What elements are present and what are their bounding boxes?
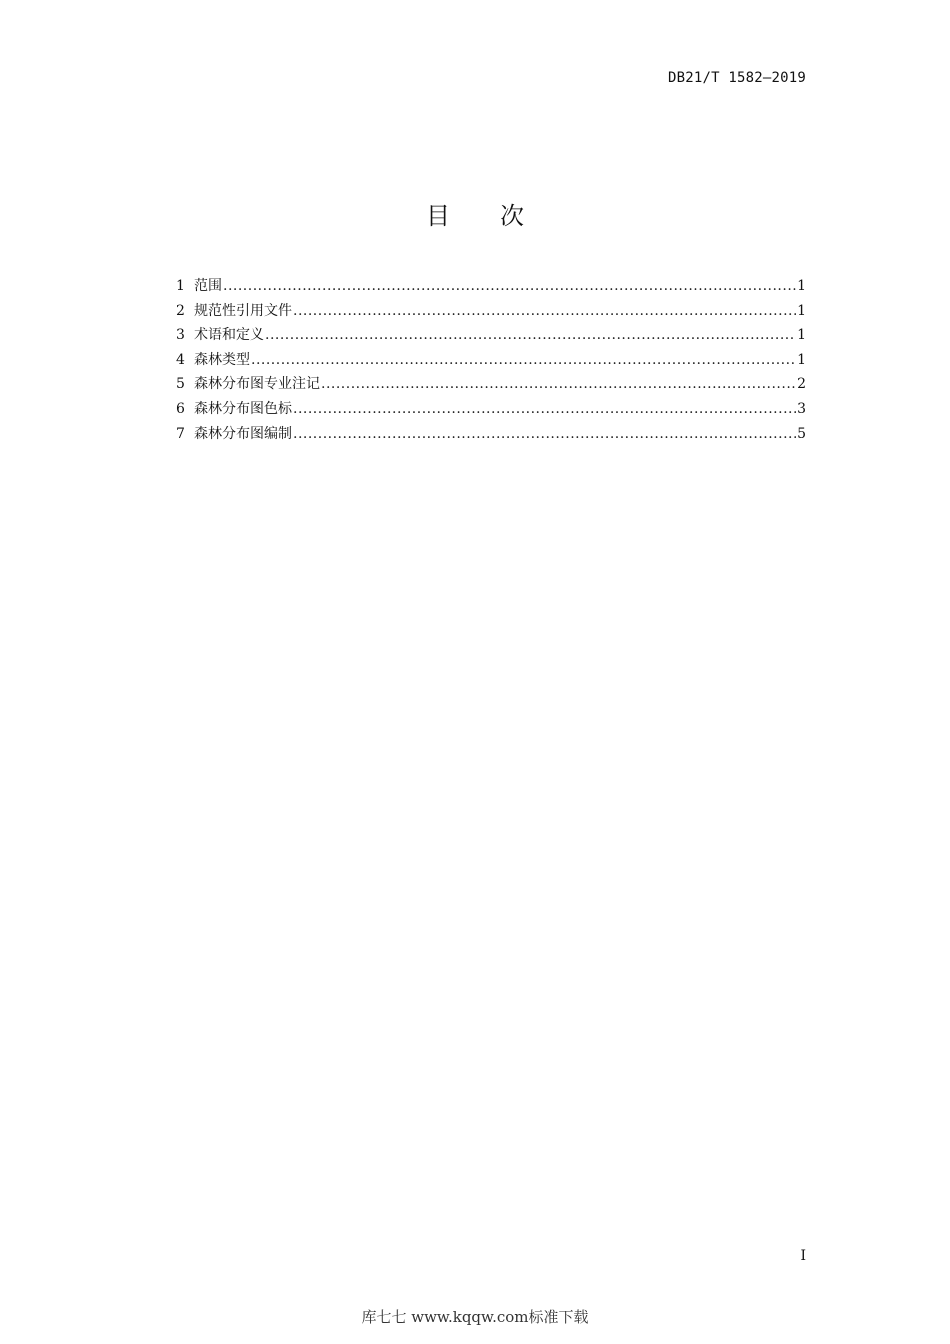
toc-dot-leader (251, 350, 796, 370)
toc-title-part1: 目 (426, 202, 450, 230)
toc-entry-number: 7 (176, 425, 185, 442)
toc-entry-page: 1 (797, 351, 806, 368)
toc-list (176, 276, 806, 448)
toc-dot-leader (293, 301, 796, 321)
toc-entry-forest-types[interactable] (176, 350, 806, 375)
toc-entry-page: 5 (797, 425, 806, 442)
toc-entry-label: 术语和定义 (194, 327, 264, 344)
toc-dot-leader (293, 399, 796, 419)
toc-entry-number: 3 (176, 327, 185, 344)
toc-dot-leader (321, 374, 796, 394)
toc-entry-scope[interactable] (176, 276, 806, 301)
toc-entry-label: 森林分布图专业注记 (194, 376, 320, 393)
toc-entry-map-color-scale[interactable] (176, 399, 806, 424)
toc-entry-normative-references[interactable] (176, 301, 806, 326)
toc-entry-map-compilation[interactable] (176, 424, 806, 449)
toc-entry-label: 范围 (194, 278, 222, 294)
watermark-text: 库七七 www.kqqw.com标准下载 (361, 1308, 589, 1326)
toc-entry-page: 3 (797, 400, 806, 417)
toc-entry-label: 森林类型 (194, 351, 250, 368)
toc-entry-number: 4 (176, 351, 185, 368)
toc-dot-leader (223, 276, 796, 296)
toc-entry-label: 规范性引用文件 (194, 302, 292, 319)
document-code: DB21/T 1582—2019 (667, 70, 806, 86)
toc-entry-number: 6 (176, 400, 185, 417)
toc-dot-leader (293, 424, 796, 444)
page-number: I (800, 1248, 806, 1264)
toc-entry-page: 1 (797, 278, 806, 294)
toc-entry-label: 森林分布图色标 (194, 400, 292, 417)
toc-entry-page: 1 (797, 302, 806, 319)
toc-title (0, 196, 950, 231)
toc-entry-terms-definitions[interactable] (176, 325, 806, 350)
toc-entry-map-annotation[interactable] (176, 374, 806, 399)
toc-entry-page: 1 (797, 327, 806, 344)
toc-entry-number: 2 (176, 302, 185, 319)
toc-dot-leader (265, 325, 796, 345)
toc-entry-number: 5 (176, 376, 185, 393)
toc-entry-label: 森林分布图编制 (194, 425, 292, 442)
toc-entry-page: 2 (797, 376, 806, 393)
toc-entry-number: 1 (176, 278, 185, 294)
toc-title-part2: 次 (500, 202, 524, 230)
